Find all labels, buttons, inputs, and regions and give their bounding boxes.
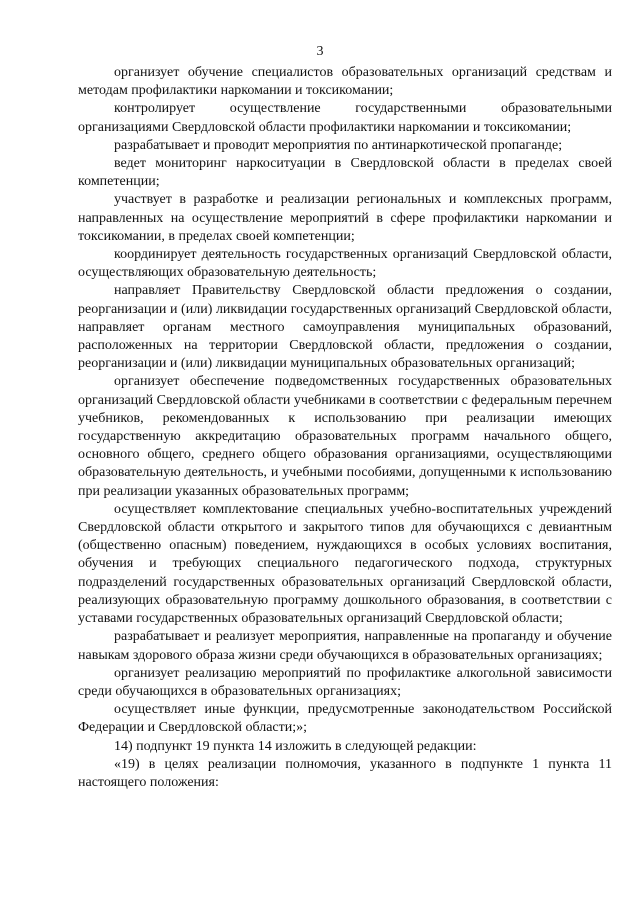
- page-number: 3: [316, 44, 324, 59]
- document-body: [78, 64, 612, 792]
- paragraph: организует обеспечение подведомственных государственных образовательных организаций Свердловской области учебниками в соответствии с федеральным перечнем учебников, рекомендованных к использованию при реализации имеющих государственную аккредитацию образовательных программ начального общего, основного общего, среднего общего образования организациями, осуществляющими образовательную деятельность, и учебными пособиями, допущенными к использованию при реализации указанных образовательных программ;: [78, 374, 612, 499]
- paragraph: участвует в разработке и реализации региональных и комплексных программ, направленных на осуществление мероприятий в сфере профилактики наркомании и токсикомании, в пределах своей компетенции;: [78, 192, 612, 244]
- paragraph: разрабатывает и реализует мероприятия, направленные на пропаганду и обучение навыкам здорового образа жизни среди обучающихся в образовательных организациях;: [78, 629, 612, 663]
- paragraph: контролирует осуществление государственными образовательными организациями Свердловской области профилактики наркомании и токсикомании;: [78, 101, 612, 135]
- paragraph: осуществляет иные функции, предусмотренные законодательством Российской Федерации и Свердловской области;»;: [78, 702, 612, 736]
- paragraph: осуществляет комплектование специальных учебно-воспитательных учреждений Свердловской области открытого и закрытого типов для обучающихся с девиантным (общественно опасным) поведением, нуждающихся в особых условиях воспитания, обучения и требующих специального педагогического подхода, структурных подразделений государственных образовательных организаций Свердловской области, реализующих образовательную программу дошкольного образования, в соответствии с уставами государственных образовательных организаций Свердловской области;: [78, 501, 612, 627]
- paragraph: ведет мониторинг наркоситуации в Свердловской области в пределах своей компетенции;: [78, 156, 612, 190]
- paragraph: разрабатывает и проводит мероприятия по антинаркотической пропаганде;: [114, 137, 563, 153]
- paragraph: организует реализацию мероприятий по профилактике алкогольной зависимости среди обучающихся в образовательных организациях;: [78, 665, 612, 699]
- paragraph: направляет Правительству Свердловской области предложения о создании, реорганизации и (или) ликвидации государственных организаций Свердловской области, направляет органам местного самоуправления муниципальных образований, расположенных на территории Свердловской области, предложения о создании, реорганизации и (или) ликвидации муниципальных образовательных организаций;: [78, 283, 612, 372]
- paragraph: «19) в целях реализации полномочия, указанного в подпункте 1 пункта 11 настоящего положения:: [78, 756, 612, 790]
- paragraph: координирует деятельность государственных организаций Свердловской области, осуществляющих образовательную деятельность;: [78, 247, 612, 281]
- paragraph: 14) подпункт 19 пункта 14 изложить в следующей редакции:: [114, 738, 477, 754]
- paragraph: организует обучение специалистов образовательных организаций средствам и методам профилактики наркомании и токсикомании;: [78, 65, 612, 99]
